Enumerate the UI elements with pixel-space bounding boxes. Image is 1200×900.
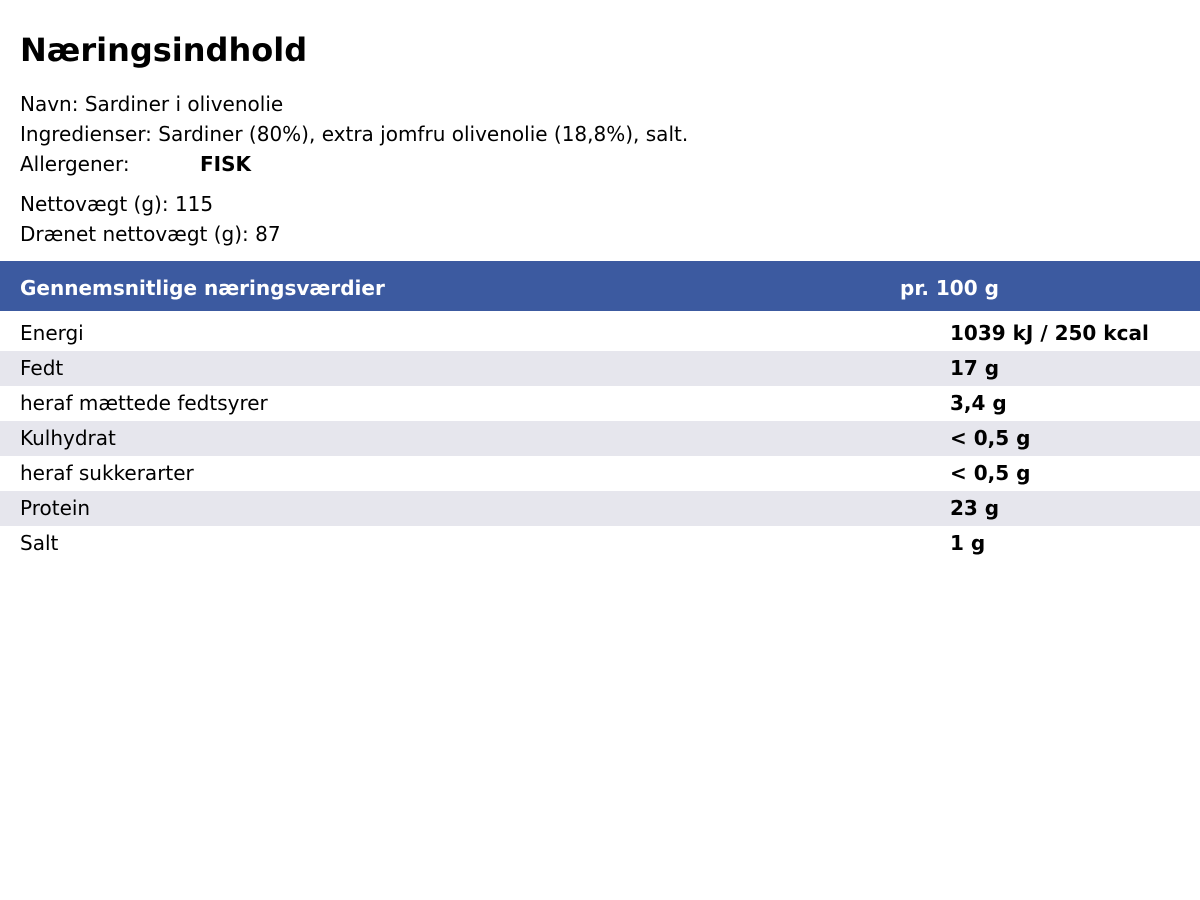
nutrient-value: < 0,5 g bbox=[950, 426, 1031, 450]
nutrient-name: heraf sukkerarter bbox=[20, 461, 194, 485]
nutrient-value: 17 g bbox=[950, 356, 1000, 380]
nutrient-value: 1039 kJ / 250 kcal bbox=[950, 321, 1149, 345]
header-per-100g-label: pr. 100 g bbox=[900, 276, 999, 300]
table-row bbox=[0, 456, 1200, 491]
nutrient-value: 1 g bbox=[950, 531, 986, 555]
nutrient-name: Salt bbox=[20, 531, 59, 555]
nutrient-value: 3,4 g bbox=[950, 391, 1007, 415]
product-name: Navn: Sardiner i olivenolie bbox=[20, 92, 284, 116]
table-row bbox=[0, 421, 1200, 456]
nutrient-name: Protein bbox=[20, 496, 91, 520]
header-nutrient-label: Gennemsnitlige næringsværdier bbox=[20, 276, 385, 300]
nutrient-name: Energi bbox=[20, 321, 84, 345]
page-title: Næringsindhold bbox=[20, 31, 308, 69]
nutrient-value: < 0,5 g bbox=[950, 461, 1031, 485]
nutrient-value: 23 g bbox=[950, 496, 1000, 520]
allergens-value: FISK bbox=[200, 152, 252, 176]
nutrition-table-header bbox=[0, 261, 1200, 311]
ingredients: Ingredienser: Sardiner (80%), extra jomfru olivenolie (18,8%), salt. bbox=[20, 122, 689, 146]
table-row bbox=[0, 491, 1200, 526]
nutrient-name: Fedt bbox=[20, 356, 64, 380]
table-row bbox=[0, 351, 1200, 386]
table-row bbox=[0, 386, 1200, 421]
nutrient-name: Kulhydrat bbox=[20, 426, 116, 450]
table-row bbox=[0, 316, 1200, 351]
allergens-label: Allergener: bbox=[20, 152, 130, 176]
nutrient-name: heraf mættede fedtsyrer bbox=[20, 391, 268, 415]
drained-net-weight: Drænet nettovægt (g): 87 bbox=[20, 222, 281, 246]
net-weight: Nettovægt (g): 115 bbox=[20, 192, 214, 216]
nutrition-table-body bbox=[0, 316, 1200, 561]
table-row bbox=[0, 526, 1200, 561]
